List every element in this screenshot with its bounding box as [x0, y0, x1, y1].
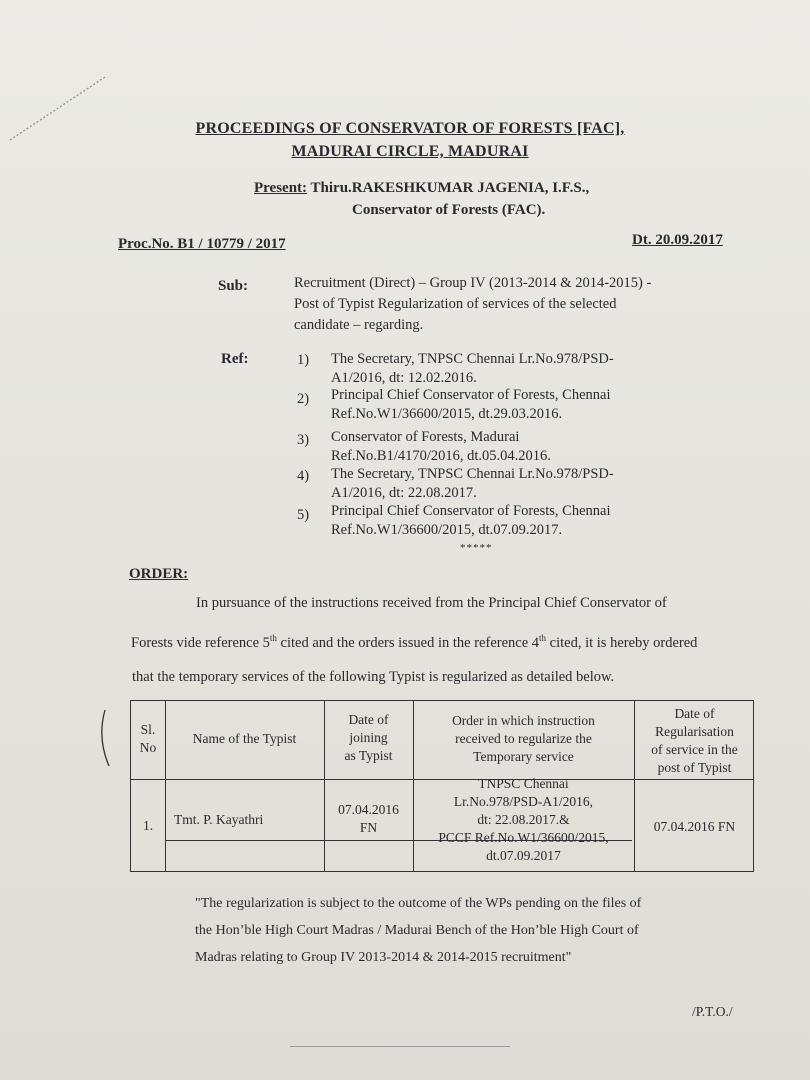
row-typist-name: Tmt. P. Kayathri — [174, 812, 264, 827]
handwritten-mark-icon — [95, 708, 125, 768]
header-reg-line-1: Date of — [674, 706, 715, 721]
row-doj-line-2: FN — [359, 820, 378, 835]
row-order-line-4: PCCF Ref.No.W1/36600/2015, — [438, 830, 609, 845]
present-name: Thiru.RAKESHKUMAR JAGENIA, I.F.S., — [310, 180, 590, 196]
present-label: Present: — [254, 180, 308, 196]
order-para-line-1: In pursuance of the instructions received from the Principal Chief Conservator of — [196, 595, 667, 611]
header-sl-line-2: No — [139, 740, 157, 755]
header-date-of-joining — [324, 711, 413, 765]
present-designation: Conservator of Forests (FAC). — [352, 202, 546, 218]
header-order-line-3: Temporary service — [473, 749, 574, 764]
ref-4-number: 4) — [297, 468, 310, 484]
row-order-line-1: TNPSC Chennai — [478, 776, 569, 791]
header-date-of-regularisation — [634, 705, 755, 777]
ref-2-line-2: Ref.No.W1/36600/2015, dt.29.03.2016. — [331, 406, 563, 422]
row-order-line-2: Lr.No.978/PSD-A1/2016, — [453, 794, 594, 809]
ref-4-line-1: The Secretary, TNPSC Chennai Lr.No.978/PSD- — [331, 466, 614, 482]
order-para-line-3: that the temporary services of the following Typist is regularized as detailed below. — [132, 669, 615, 685]
header-doj-line-1: Date of — [348, 712, 389, 727]
row-order-line-5: dt.07.09.2017 — [486, 848, 561, 863]
note-line-2: the Hon’ble High Court Madras / Madurai Bench of the Hon’ble High Court of — [195, 923, 639, 938]
staple-mark-icon — [10, 75, 110, 145]
ref-5-line-2: Ref.No.W1/36600/2015, dt.07.09.2017. — [331, 522, 563, 538]
order-line-2-part-a: Forests vide reference 5 — [131, 634, 270, 651]
ref-5-number: 5) — [297, 507, 310, 523]
heading-line-2: MADURAI CIRCLE, MADURAI — [291, 143, 529, 160]
reference-separator: ***** — [460, 542, 493, 554]
note-line-1: "The regularization is subject to the outcome of the WPs pending on the files of — [195, 896, 642, 911]
ref-2-line-1: Principal Chief Conservator of Forests, Chennai — [331, 387, 611, 403]
subject-text — [294, 273, 651, 336]
ref-4-line-2: A1/2016, dt: 22.08.2017. — [331, 485, 477, 501]
typist-table — [130, 700, 754, 872]
proc-date: Dt. 20.09.2017 — [632, 232, 723, 248]
order-line-2-part-b: cited and the orders issued in the reference 4 — [276, 634, 540, 651]
ref-1-text — [331, 350, 711, 388]
ref-3-line-2: Ref.No.B1/4170/2016, dt.05.04.2016. — [331, 448, 551, 464]
row-date-of-regularisation: 07.04.2016 FN — [653, 819, 736, 834]
header-doj-line-2: joining — [349, 730, 388, 745]
heading-line-1: PROCEEDINGS OF CONSERVATOR OF FORESTS [FAC], — [195, 120, 625, 137]
subject-line-3: candidate – regarding. — [294, 317, 424, 333]
note-line-3: Madras relating to Group IV 2013-2014 & 2014-2015 recruitment" — [195, 950, 572, 965]
table-col-divider — [165, 701, 166, 871]
subject-line-1: Recruitment (Direct) – Group IV (2013-2014 & 2014-2015) - — [294, 275, 652, 291]
header-reg-line-3: of service in the — [651, 742, 738, 757]
ref-5-text — [331, 502, 711, 540]
row-order-line-3: dt: 22.08.2017.& — [477, 812, 570, 827]
subject-label: Sub: — [218, 278, 249, 294]
order-line-2-part-c: cited, it is hereby ordered — [546, 634, 698, 651]
ref-1-line-2: A1/2016, dt: 12.02.2016. — [331, 370, 477, 386]
ref-5-line-1: Principal Chief Conservator of Forests, Chennai — [331, 503, 611, 519]
order-label: ORDER: — [129, 566, 189, 582]
note-text — [195, 890, 715, 971]
header-sl-line-1: Sl. — [140, 722, 156, 737]
header-sl-no — [131, 721, 165, 757]
order-para-line-2 — [131, 633, 697, 652]
pto-label: /P.T.O./ — [692, 1004, 733, 1019]
ref-4-text — [331, 465, 711, 503]
ref-1-line-1: The Secretary, TNPSC Chennai Lr.No.978/PSD- — [331, 351, 614, 367]
ref-3-text — [331, 428, 711, 466]
header-order-instruction — [413, 712, 634, 766]
order-line-2-sup-2: th — [539, 633, 547, 643]
ref-3-number: 3) — [297, 432, 310, 448]
header-order-line-1: Order in which instruction — [452, 713, 595, 728]
header-order-line-2: received to regularize the — [455, 731, 592, 746]
row-order-instruction — [413, 775, 634, 865]
header-doj-line-3: as Typist — [344, 748, 393, 763]
order-line-2-sup-1: th — [269, 633, 277, 643]
bottom-rule — [290, 1046, 510, 1047]
subject-line-2: Post of Typist Regularization of services of the selected — [294, 296, 617, 312]
ref-1-number: 1) — [297, 352, 310, 368]
header-reg-line-4: post of Typist — [657, 760, 732, 775]
ref-3-line-1: Conservator of Forests, Madurai — [331, 429, 520, 445]
row-doj-line-1: 07.04.2016 — [338, 802, 399, 817]
row-date-of-joining — [324, 801, 413, 837]
present-line — [254, 180, 589, 197]
ref-2-number: 2) — [297, 391, 310, 407]
header-reg-line-2: Regularisation — [655, 724, 734, 739]
header-typist-name: Name of the Typist — [192, 731, 297, 746]
proc-number: Proc.No. B1 / 10779 / 2017 — [118, 236, 286, 252]
ref-2-text — [331, 386, 711, 424]
row-sl-no: 1. — [142, 818, 154, 833]
reference-label: Ref: — [221, 351, 249, 367]
